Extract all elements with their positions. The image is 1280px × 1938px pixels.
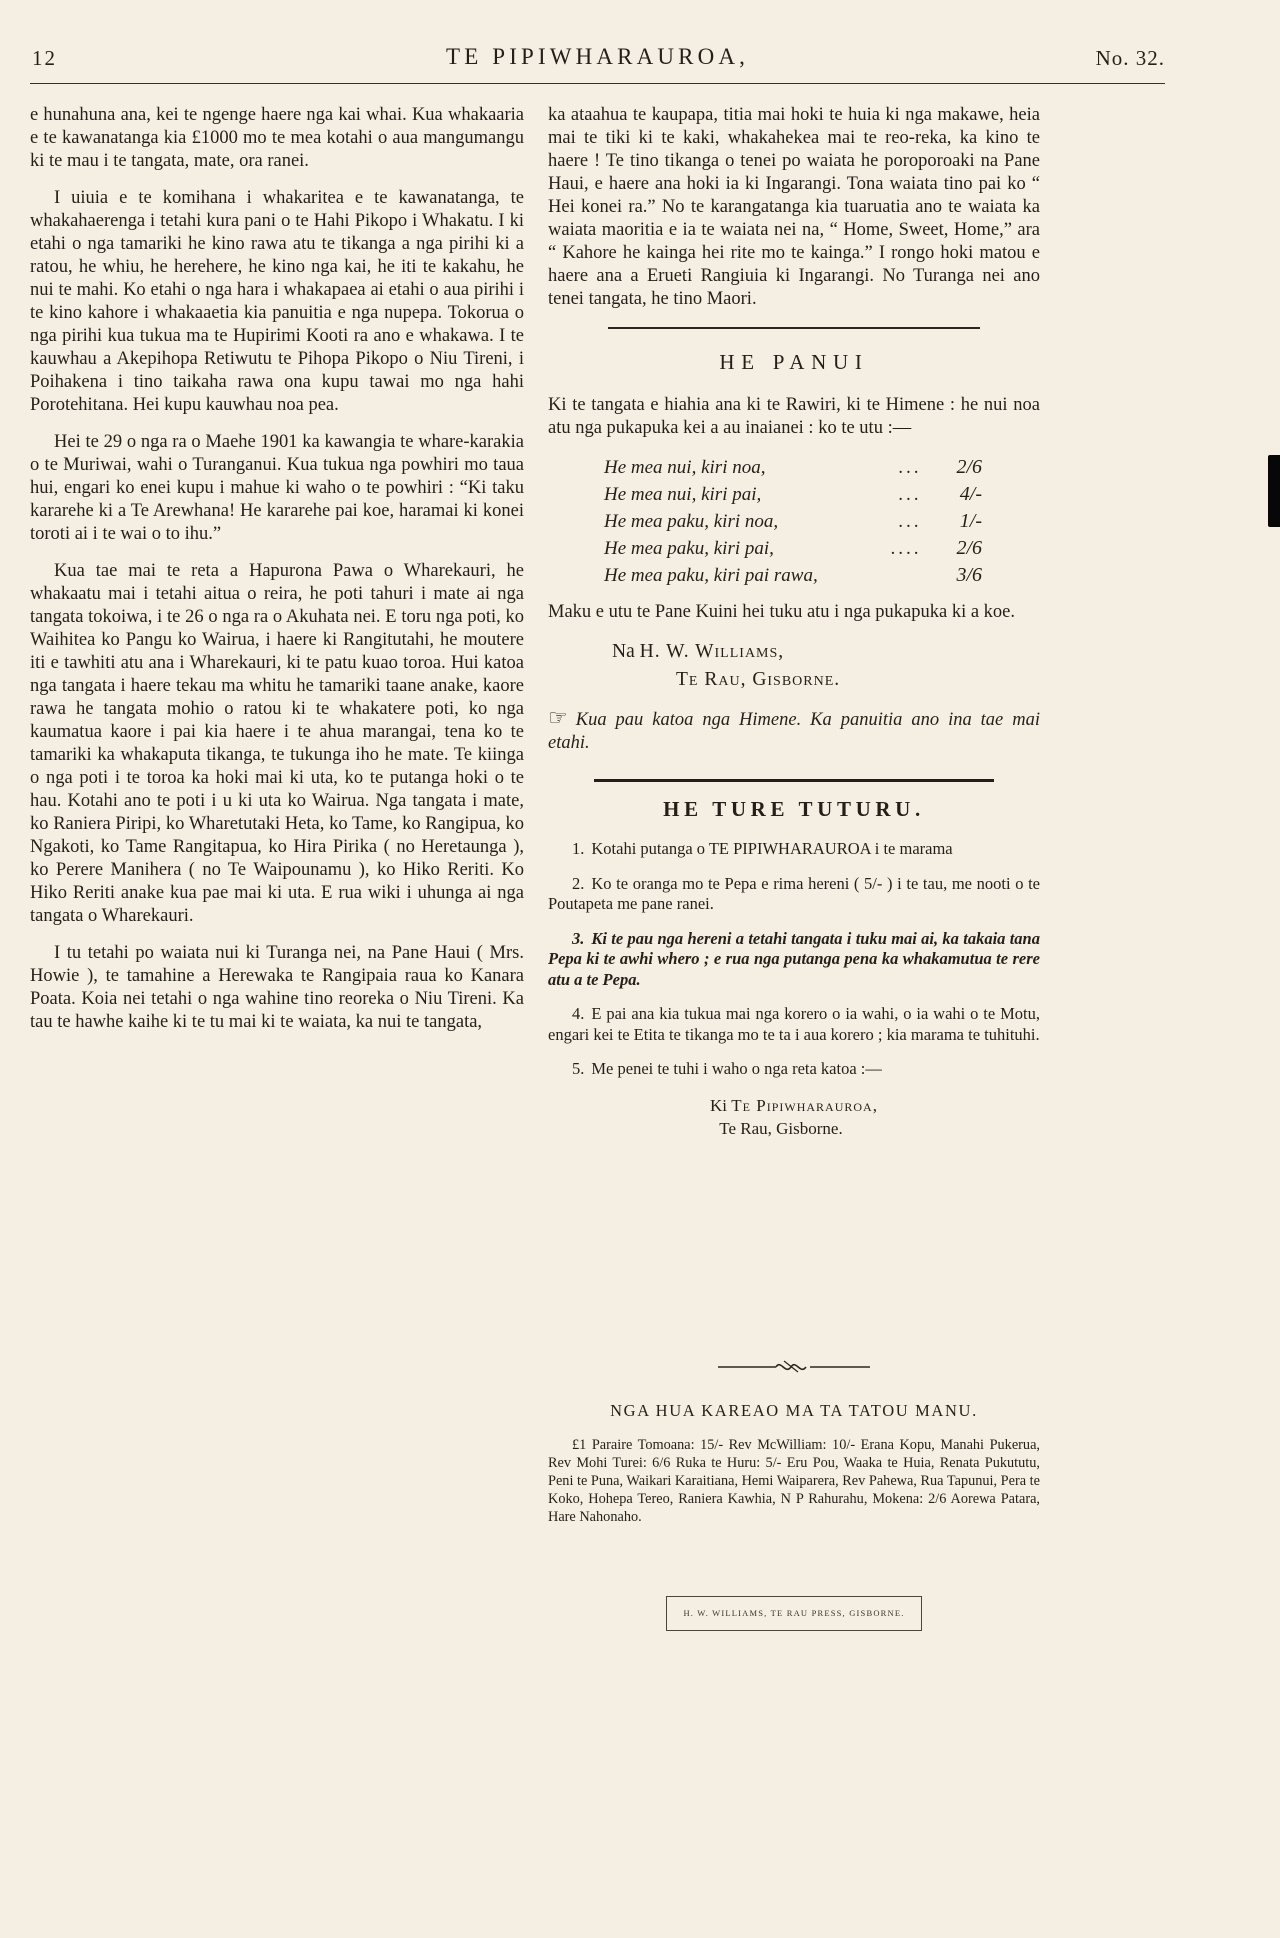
rule-text: E pai ana kia tukua mai nga korero o ia wahi, o ia wahi o te Motu, engari kei te Etita te tikanga mo te ta i aua korero ; kia marama te tuhituhi. — [548, 1004, 1040, 1044]
price-row — [604, 535, 982, 562]
paragraph: Kua tae mai te reta a Hapurona Pawa o Wharekauri, he whakaatu mai i tetahi aitua o reira, he poti tahuri i mate ai nga tangata tokoiwa, i te 26 o nga ra o Akuhata nei. E toru nga poti, ko Waihitea ko Pangu ko Wairua, i haere ki Rangitutahi, he moutere iti e tawhiti atu ana i Wharekauri, ki te patu kuao toroa. Hui katoa nga tangata i haere tekau ma whitu he tamariki taane anake, kaore rawa he tangata mohio o ratou ki te whakatere poti, ko nga kaumatua kaore i pai kia haere i te ahua marangai, tena ko te tamariki ka whakaputa tikanga, te tukunga iho he mate. Te kiinga o nga poti i te toroa ka hoki mai ki uta, ko te putanga hoki o te hau. Kotahi ano te poti i u ki uta ko Wairua. Nga tangata i mate, ko Raniera Piripi, ko Wharetutaki Heta, ko Tame, ko Rangipua, ko Ngakoti, ko Tame Rangitapua, ko Hira Pirika ( no Heretaunga ), ko Perere Manihera ( no Te Waipounamu ), ko Hiko Reriti. Ko Hiko Reriti anake kua pae mai ki uta. E rua wiki i uhunga ai nga tangata o Wharekauri. — [30, 561, 524, 926]
paragraph: Hei te 29 o nga ra o Maehe 1901 ka kawangia te whare-karakia o te Muriwai, wahi o Turanganui. Kua tukua nga powhiri mo taua hui, engari ko enei kupu i mahue ki waho o te powhiri : “Ki taku kararehe ki a Te Arewhana! He kararehe pai koe, haramai ki konei toroti ai i te wai o to ihu.” — [30, 432, 524, 544]
panui-intro: Ki te tangata e hiahia ana ki te Rawiri, ki te Himene : he nui noa atu nga pukapuka kei a au inaianei : ko te utu :— — [548, 395, 1040, 438]
price-value: 1/- — [959, 510, 982, 532]
scan-artifact — [1268, 455, 1280, 527]
section-heavy-rule — [594, 779, 994, 782]
address-line-1 — [548, 1094, 1040, 1117]
section-rule — [608, 327, 980, 329]
page-number: 12 — [32, 46, 57, 70]
rule-number: 2. — [572, 873, 585, 893]
address-line-2: Te Rau, Gisborne. — [719, 1118, 843, 1138]
address-prefix: Ki — [710, 1095, 728, 1115]
signature-person: H. W. Williams, — [639, 641, 785, 662]
right-column — [548, 104, 1040, 1631]
rule-text: Ko te oranga mo te Pepa e rima hereni ( 5/- ) i te tau, me nooti o te Poutapeta me pane ranei. — [548, 873, 1040, 913]
body-columns — [30, 104, 1280, 1631]
price-row — [604, 508, 982, 535]
koha-heading: NGA HUA KAREAO MA TA TATOU MANU. — [610, 1400, 978, 1420]
price-list — [604, 454, 982, 589]
rule-text: Ki te pau nga hereni a tetahi tangata i tuku mai ai, ka takaia tana Pepa ki te awhi whero ; e rua nga putanga pena ka whakamutua te rere atu a te Pepa. — [548, 928, 1040, 989]
left-column — [30, 104, 524, 1631]
rule-number: 1. — [572, 839, 585, 858]
pointing-hand-icon: ☞ — [548, 705, 568, 730]
rule-item — [548, 839, 1040, 860]
header-rule — [30, 83, 1165, 84]
price-desc: He mea paku, kiri pai rawa, — [604, 565, 818, 586]
panui-outro: Maku e utu te Pane Kuini hei tuku atu i nga pukapuka ki a koe. — [548, 602, 1016, 622]
price-leader: ... — [898, 457, 922, 478]
rule-text: Kotahi putanga o TE PIPIWHARAUROA i te marama — [591, 839, 953, 858]
rule-number: 4. — [572, 1004, 585, 1023]
price-value: 4/- — [959, 483, 982, 505]
rule-item — [548, 1059, 1040, 1080]
signature-prefix: Na — [612, 641, 635, 662]
price-row — [604, 454, 982, 481]
masthead — [30, 44, 1165, 74]
paragraph: I tu tetahi po waiata nui ki Turanga nei, na Pane Haui ( Mrs. Howie ), te tamahine a Herewaka te Rangipaia raua ko Kanara Poata. Koia nei tetahi o nga wahine tino reoreka o Niu Tireni. Ka tau te hawhe kaihe ki te tu mai ki te waiata, ka nui te tangata, — [30, 943, 524, 1032]
rule-item — [548, 1004, 1040, 1045]
divider-ornament — [714, 1358, 874, 1381]
price-desc: He mea nui, kiri noa, — [604, 457, 766, 478]
rule-text: Me penei te tuhi i waho o nga reta katoa :— — [591, 1059, 882, 1078]
price-row — [604, 481, 982, 508]
rule-item — [548, 874, 1040, 915]
rule-number: 3. — [572, 928, 585, 948]
paragraph: ka ataahua te kaupapa, titia mai hoki te huia ki nga makawe, heia mai te tiki ki te kaki, whakahekea mai te reo-reka, ka kino te haere ! Te tino tikanga o tenei po waiata he poroporoaki na Pane Haui, e haere ana hoki ia ki Ingarangi. Tona waiata tino pai ko “ Hei konei ra.” No te karangatanga kia tuaruatia ano te waiata ka waiata maoritia e ia te waiata nei na, “ Home, Sweet, Home,” ara “ Kahore he kainga hei rite mo te kainga.” I rongo hoki matou e haere ana a Erueti Rangiuia ki Ingarangi. No Turanga nei ano tenei tangata, he tino Maori. — [548, 105, 1040, 309]
postal-address — [548, 1094, 1040, 1140]
he-ture-tuturu-heading: HE TURE TUTURU. — [663, 797, 925, 821]
imprint — [548, 1596, 1040, 1631]
address-name: Te Pipiwharauroa, — [731, 1095, 878, 1115]
rule-item — [548, 929, 1040, 991]
price-desc: He mea paku, kiri pai, — [604, 538, 774, 559]
price-leader: ... — [898, 511, 922, 532]
printer-imprint: H. W. WILLIAMS, TE RAU PRESS, GISBORNE. — [666, 1596, 921, 1631]
price-value: 2/6 — [956, 537, 982, 559]
price-row — [604, 562, 982, 589]
paragraph: I uiuia e te komihana i whakaritea e te kawanatanga, te whakahaerenga i tetahi kura pani o te Hahi Pikopo i Whakatu. I ki etahi o nga tamariki he kino rawa atu te tikanga a nga pirihi ki a ratou, he whiu, he herehere, he kino nga kai, he iti te kakahu, he nui te mahi. Ko etahi o nga hara i whakapaea ai etahi o aua pirihi i te kino kahore i whakaaetia kia panuitia e nga nupepa. Tokorua o nga pirihi kua tukua ma te Hupirimi Kooti ra ano e whakawa. I te kauwhau a Akepihopa Retiwutu te Pihopa Pikopo o Niu Tireni, i Poihakena i tino taikaha rawa ona kupu tawai mo nga hahi Porotehitana. Hei kupu kauwhau noa pea. — [30, 188, 524, 415]
price-value: 2/6 — [956, 456, 982, 478]
squiggle-rule-icon — [714, 1358, 874, 1374]
stock-notice — [548, 706, 1040, 755]
rule-number: 5. — [572, 1059, 585, 1078]
notice-text: Kua pau katoa nga Himene. Ka panuitia ano ina tae mai etahi. — [548, 710, 1040, 753]
price-leader: ... — [898, 484, 922, 505]
paragraph: e hunahuna ana, kei te ngenge haere nga kai whai. Kua whakaaria e te kawanatanga kia £1000 mo te mea kotahi o aua mangumangu ki te mau i te tangata, mate, ora ranei. — [30, 105, 524, 171]
price-desc: He mea paku, kiri noa, — [604, 511, 779, 532]
issue-number: No. 32. — [1095, 46, 1165, 70]
koha-list: £1 Paraire Tomoana: 15/- Rev McWilliam: 10/- Erana Kopu, Manahi Pukerua, Rev Mohi Turei: 6/6 Ruka te Huru: 5/- Eru Pou, Waaka te Huia, Renata Pukututu, Peni te Puna, Waikari Karaitiana, Hemi Waiparera, Rev Pahewa, Rua Tapunui, Pera te Koko, Hohepa Tereo, Raniera Kawhia, N P Rahurahu, Mokena: 2/6 Aorewa Patara, Hare Nahonaho. — [548, 1436, 1040, 1525]
price-desc: He mea nui, kiri pai, — [604, 484, 762, 505]
price-value: 3/6 — [956, 564, 982, 586]
signature-place: Te Rau, Gisborne. — [676, 669, 841, 690]
price-leader: .... — [891, 538, 922, 559]
he-panui-heading: HE PANUI — [719, 350, 869, 374]
signature-block — [548, 638, 1040, 694]
newspaper-title: TE PIPIWHARAUROA, — [446, 44, 749, 69]
signature-name — [612, 638, 1040, 666]
